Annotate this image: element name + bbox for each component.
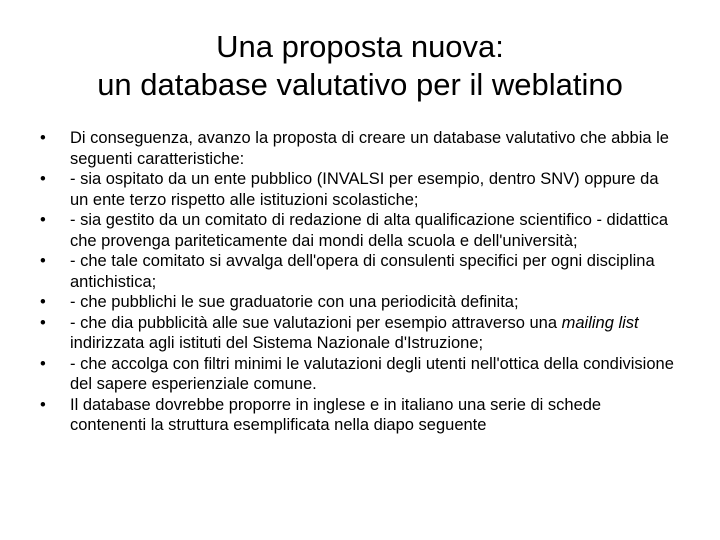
bullet-text: - sia ospitato da un ente pubblico (INVALSI per esempio, dentro SNV) oppure da un ente terzo rispetto alle istituzioni scolastiche; — [70, 170, 659, 209]
bullet-dot-icon: • — [40, 129, 46, 147]
bullet-dot-icon: • — [40, 354, 46, 373]
bullet-text-prefix: - che dia pubblicità alle sue valutazioni per esempio attraverso una — [70, 313, 562, 332]
bullet-item — [40, 169, 680, 210]
slide-title-line-2: un database valutativo per il weblatino — [97, 67, 623, 102]
bullet-text: - che tale comitato si avvalga dell'opera di consulenti specifici per ogni disciplina antichistica; — [70, 252, 655, 291]
bullet-text: Di conseguenza, avanzo la proposta di creare un database valutativo che abbia le seguenti caratteristiche: — [70, 129, 669, 168]
bullet-text: - sia gestito da un comitato di redazione di alta qualificazione scientifico - didattica che provenga pariteticamente dai mondi della scuola e dell'università; — [70, 211, 668, 250]
bullet-dot-icon: • — [40, 170, 46, 188]
slide-title — [0, 28, 720, 104]
bullet-text: - che accolga con filtri minimi le valutazioni degli utenti nell'ottica della condivisione del sapere esperienziale comune. — [70, 354, 674, 393]
bullet-text-emphasis: mailing list — [561, 313, 639, 332]
bullet-item — [40, 292, 680, 313]
bullet-list — [40, 128, 680, 436]
bullet-dot-icon: • — [40, 252, 46, 270]
bullet-item — [40, 395, 680, 436]
bullet-item — [40, 128, 680, 169]
bullet-item — [40, 354, 680, 395]
bullet-dot-icon: • — [40, 395, 46, 414]
bullet-text: - che pubblichi le sue graduatorie con una periodicità definita; — [70, 293, 519, 311]
bullet-item — [40, 313, 680, 354]
slide-title-line-1: Una proposta nuova: — [216, 29, 504, 64]
bullet-text: Il database dovrebbe proporre in inglese e in italiano una serie di schede contenenti la struttura esemplificata nella diapo seguente — [70, 395, 602, 434]
bullet-dot-icon: • — [40, 293, 46, 311]
bullet-item — [40, 210, 680, 251]
bullet-text-suffix: indirizzata agli istituti del Sistema Nazionale d'Istruzione; — [70, 334, 484, 352]
bullet-dot-icon: • — [40, 211, 46, 229]
bullet-item — [40, 251, 680, 292]
bullet-dot-icon: • — [40, 313, 46, 332]
